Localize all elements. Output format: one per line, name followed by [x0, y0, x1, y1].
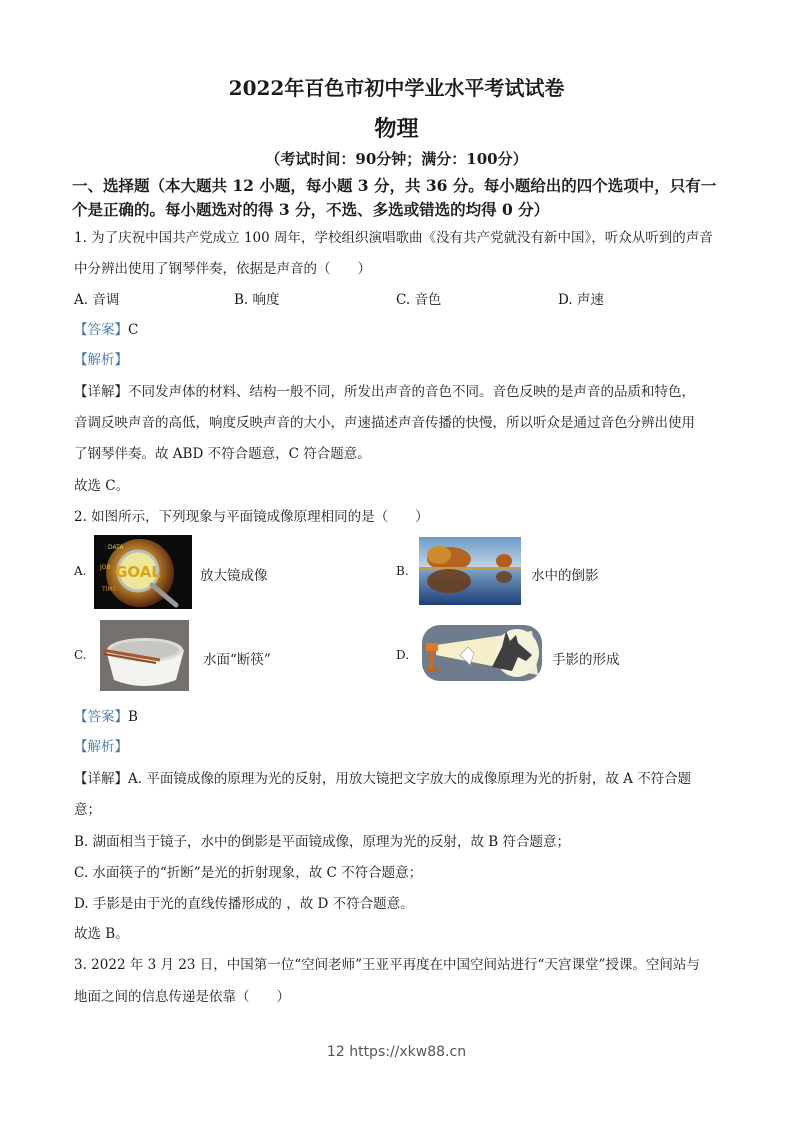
q2-detail-line4: C. 水面筷子的“折断”是光的折射现象，故 C 不符合题意； [74, 865, 423, 881]
answer-value: C [128, 322, 139, 338]
answer-label: 【答案】 [74, 322, 128, 338]
detail-label: 【详解】 [74, 384, 128, 400]
q2-stem-line1: 2. 如图所示，下列现象与平面镜成像原理相同的是（ ） [74, 509, 429, 525]
q1-option-d: D. 声速 [558, 292, 604, 308]
q2-answer [74, 705, 138, 725]
section-heading-line1: 一、选择题（本大题共 12 小题，每小题 3 分，共 36 分。每小题给出的四个选项中，只有一 [72, 176, 717, 195]
q1-option-a: A. 音调 [74, 292, 120, 308]
q1-analysis-label: 【解析】 [74, 352, 128, 368]
q1-option-c: C. 音色 [396, 292, 442, 308]
detail-label: 【详解】 [74, 771, 128, 787]
footer-url[interactable]: https://xkw88.cn [349, 1044, 467, 1060]
q1-detail-line3: 了钢琴伴奏。故 ABD 不符合题意，C 符合题意。 [74, 446, 371, 462]
svg-text:DATA: DATA [108, 544, 124, 551]
magnifying-glass-goal-image [94, 535, 192, 609]
chopsticks-in-bowl-image [100, 620, 189, 691]
q2-detail-line3: B. 湖面相当于镜子，水中的倒影是平面镜成像，原理为光的反射，故 B 符合题意； [74, 834, 571, 850]
q1-stem-line2: 中分辨出使用了钢琴伴奏，依据是声音的（ ） [74, 261, 371, 277]
q2-detail-line1: 【详解】A. 平面镜成像的原理为光的反射，用放大镜把文字放大的成像原理为光的折射，故 A 不符合题 [74, 771, 692, 787]
q2-conclusion: 故选 B。 [74, 926, 129, 942]
q3-stem-line1: 3. 2022 年 3 月 23 日，中国第一位“空间老师”王亚平再度在中国空间站进行“天宫课堂”授课。空间站与 [74, 957, 700, 973]
page-footer [0, 1044, 793, 1060]
q1-stem-line1: 1. 为了庆祝中国共产党成立 100 周年，学校组织演唱歌曲《没有共产党就没有新中国》，听众从听到的声音 [74, 230, 713, 246]
subject-title: 物理 [374, 116, 419, 142]
hand-shadow-lamp-image [422, 625, 542, 681]
section-heading-line2: 个是正确的。每小题选对的得 3 分，不选、多选或错选的均得 0 分） [72, 200, 550, 219]
q2-option-b-label: B. [396, 564, 409, 578]
q1-answer [74, 318, 138, 338]
q2-option-a-label: A. [74, 564, 87, 578]
exam-info: （考试时间：90分钟；满分：100分） [265, 150, 528, 168]
q2-option-d-text: 手影的形成 [552, 652, 620, 668]
q1-detail-line1: 【详解】不同发声体的材料、结构一般不同，所发出声音的音色不同。音色反映的是声音的品质和特色， [74, 384, 695, 400]
q2-detail-line2: 意； [74, 802, 101, 818]
exam-title: 2022年百色市初中学业水平考试试卷 [228, 76, 565, 100]
q2-option-c-text: 水面“断筷” [203, 652, 271, 668]
q3-stem-line2: 地面之间的信息传递是依靠（ ） [74, 989, 290, 1005]
svg-text:TIME: TIME [102, 586, 117, 593]
q2-option-a-text: 放大镜成像 [200, 568, 268, 584]
q2-option-c-label: C. [74, 648, 87, 662]
tree-reflection-lake-image [419, 537, 521, 605]
svg-text:GOAL: GOAL [115, 563, 161, 581]
q2-option-b-text: 水中的倒影 [531, 568, 599, 584]
svg-text:JOB: JOB [100, 564, 111, 571]
q1-conclusion: 故选 C。 [74, 478, 130, 494]
q1-option-b: B. 响度 [234, 292, 280, 308]
q2-detail-line5: D. 手影是由于光的直线传播形成的 ，故 D 不符合题意。 [74, 896, 414, 912]
q2-analysis-label: 【解析】 [74, 739, 128, 755]
answer-label: 【答案】 [74, 709, 128, 725]
page-number: 12 [326, 1044, 345, 1060]
q1-detail-line2: 音调反映声音的高低，响度反映声音的大小，声速描述声音传播的快慢，所以听众是通过音色分辨出使用 [74, 415, 695, 431]
q2-option-d-label: D. [396, 648, 410, 662]
answer-value: B [128, 709, 138, 725]
